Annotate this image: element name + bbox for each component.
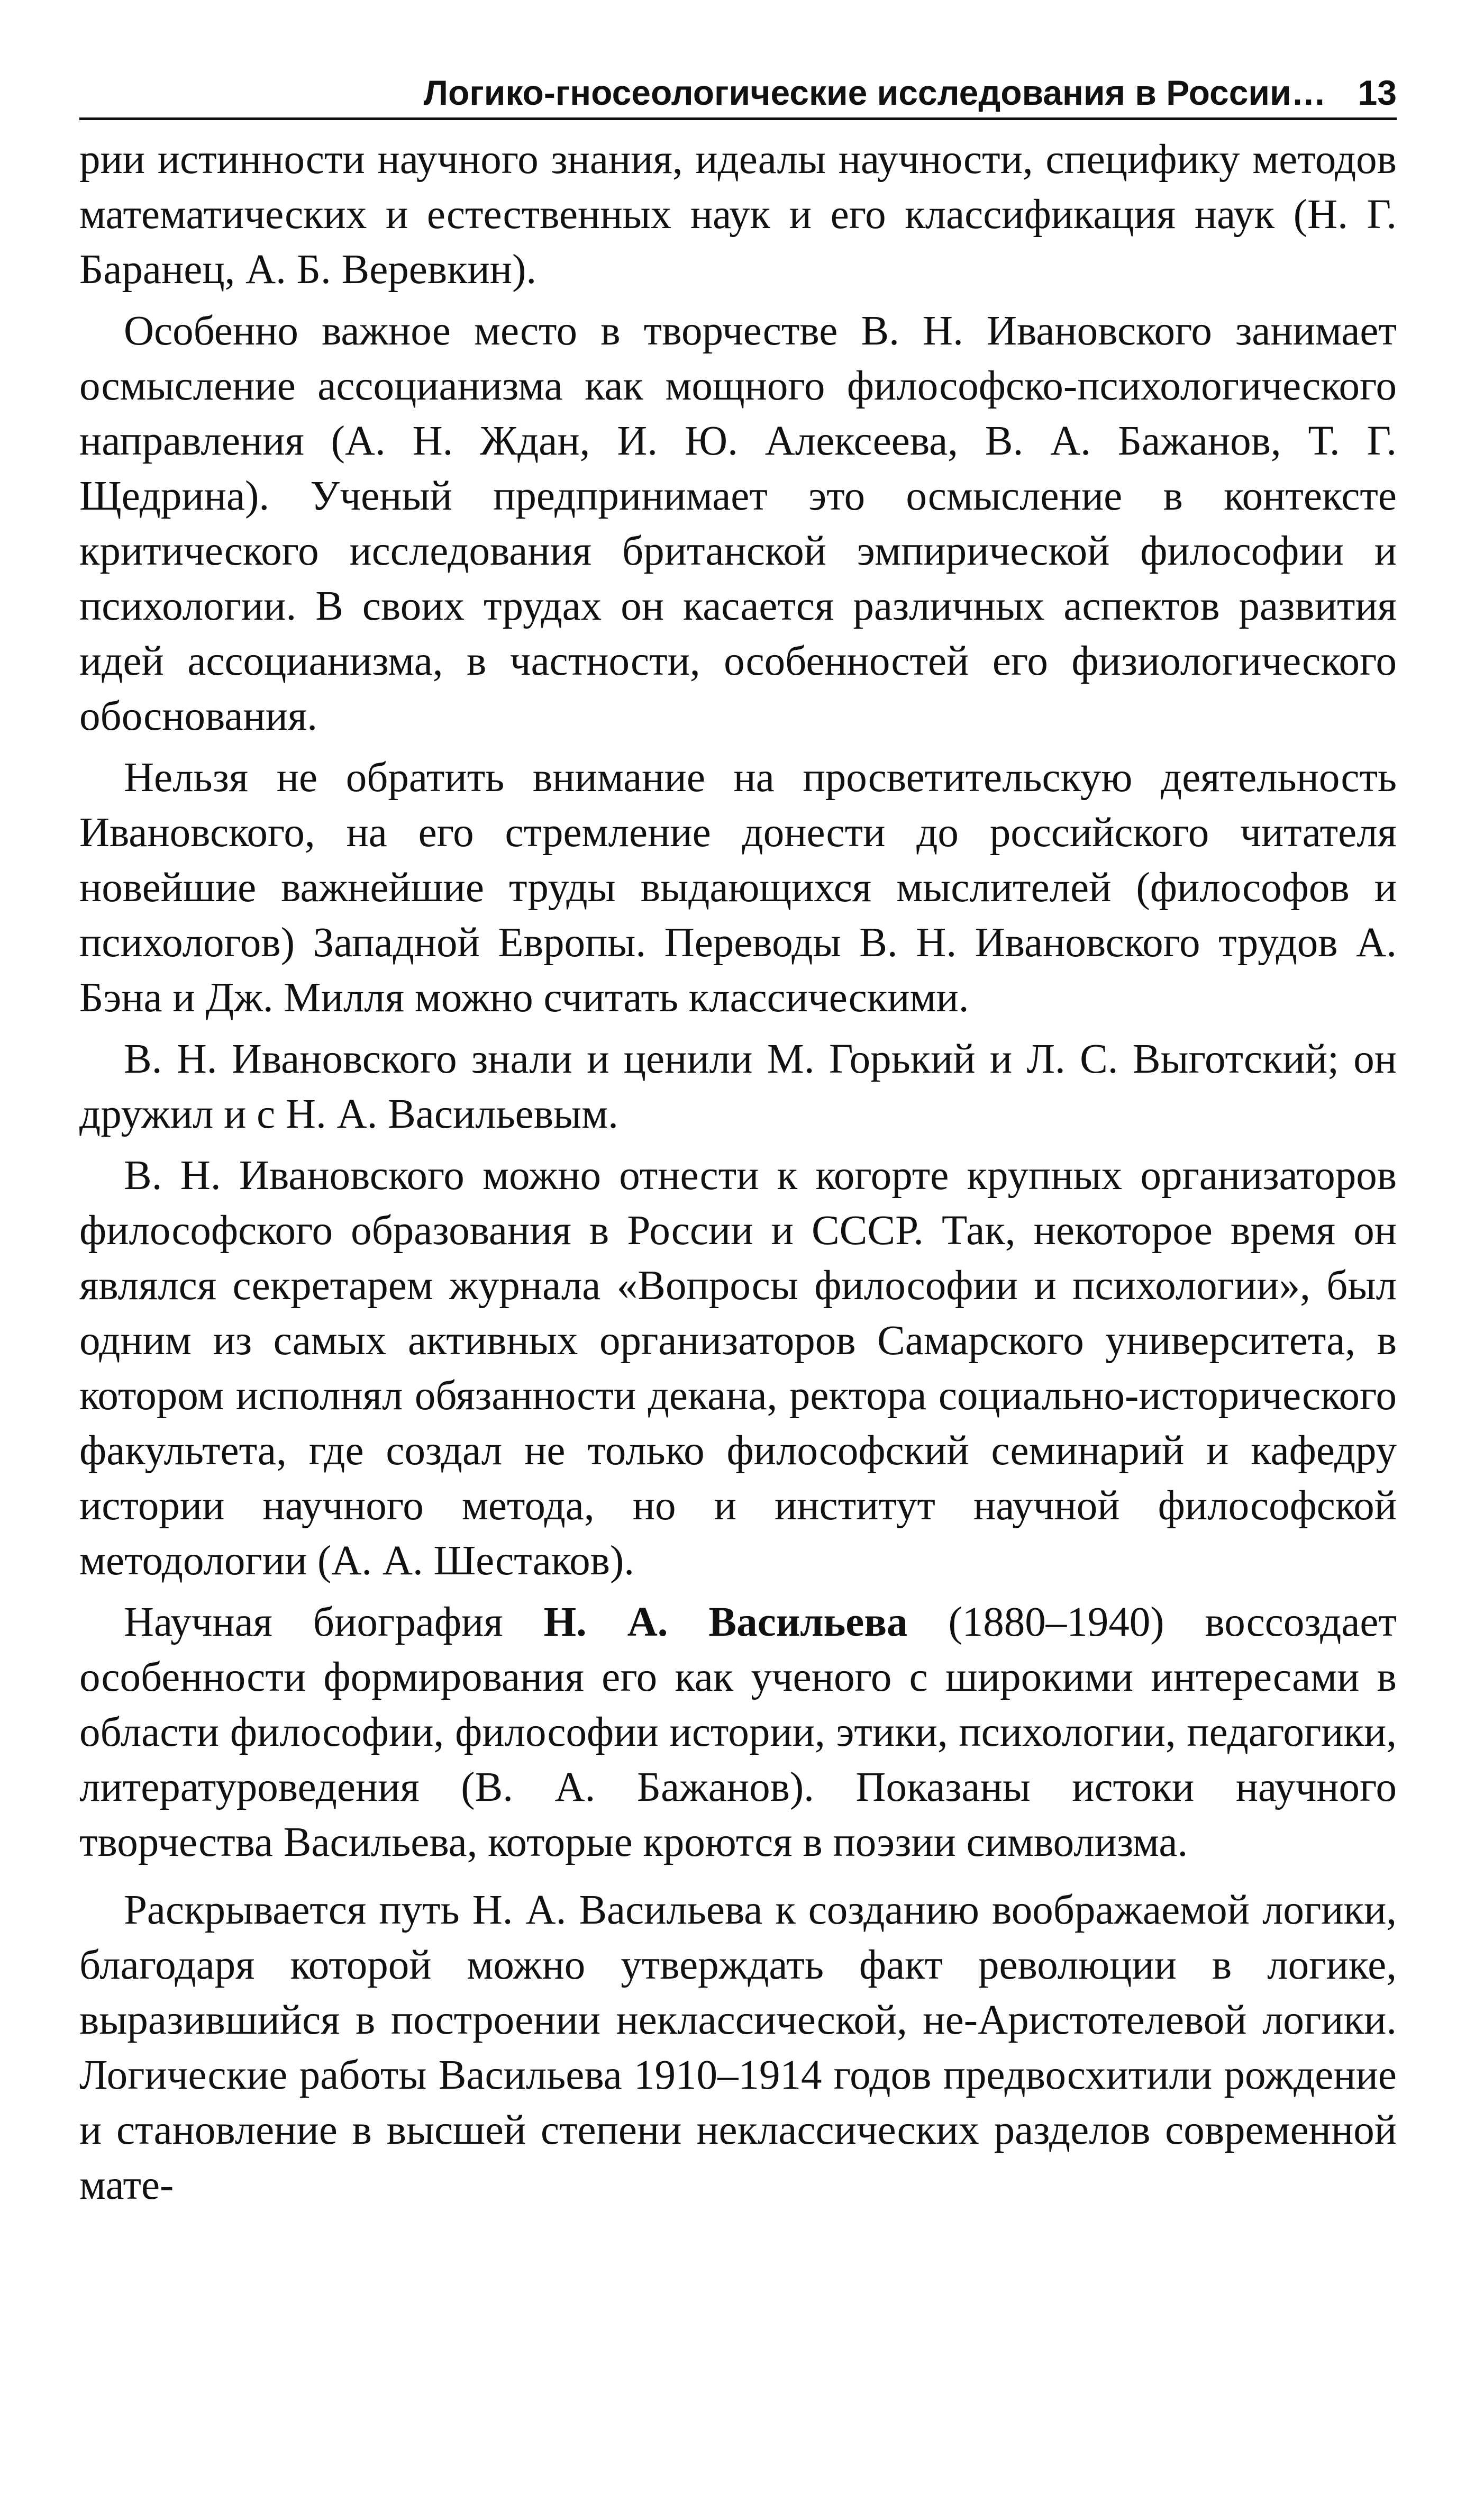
- person-name-bold: Н. А. Васильева: [543, 1599, 908, 1645]
- paragraph-6-lead: Научная биография: [124, 1599, 544, 1645]
- book-page: [79, 0, 1397, 2502]
- header-rule: [79, 117, 1397, 120]
- paragraph-6-rest: (1880–1940) воссоздает особенности формирования его как ученого с широкими интересами в области философии, философии истории, этики, психологии, педагогики, литературоведения (В. А. Бажанов). Показаны истоки научного творчества Васильева, которые кроются в поэзии символизма.: [79, 1599, 1397, 1865]
- paragraph-5: В. Н. Ивановского можно отнести к когорте крупных организаторов философского образования в России и СССР. Так, некоторое время он являлся секретарем журнала «Вопросы философии и психологии», был одним из самых активных организаторов Самарского университета, в котором исполнял обязанности декана, ректора социально-исторического факультета, где создал не только философский семинарий и кафедру истории научного метода, но и институт научной философской методологии (А. А. Шестаков).: [79, 1153, 1397, 1584]
- paragraph-1: рии истинности научного знания, идеалы научности, специфику методов математических и естественных наук и его классификация наук (Н. Г. Баранец, А. Б. Веревкин).: [79, 137, 1397, 293]
- body-text: [79, 132, 1397, 2219]
- paragraph-3: Нельзя не обратить внимание на просветительскую деятельность Ивановского, на его стремление донести до российского читателя новейшие важнейшие труды выдающихся мыслителей (философов и психологов) Западной Европы. Переводы В. Н. Ивановского трудов А. Бэна и Дж. Милля можно считать классическими.: [79, 755, 1397, 1021]
- page-number: 13: [1358, 73, 1397, 112]
- paragraph-7: Раскрывается путь Н. А. Васильева к созданию воображаемой логики, благодаря которой можно утверждать факт революции в логике, выразившийся в построении неклассической, не-Аристотелевой логики. Логические работы Васильева 1910–1914 годов предвосхитили рождение и становление в высшей степени неклассических разделов современной мате-: [79, 1887, 1397, 2208]
- paragraph-6: [79, 1595, 1397, 1870]
- paragraph-4: В. Н. Ивановского знали и ценили М. Горький и Л. С. Выготский; он дружил и с Н. А. Васильевым.: [79, 1036, 1397, 1137]
- running-header: [79, 64, 1397, 122]
- running-title: Логико-гносеологические исследования в России…: [423, 73, 1326, 112]
- paragraph-2: Особенно важное место в творчестве В. Н. Ивановского занимает осмысление ассоцианизма как мощного философско-психологического направления (А. Н. Ждан, И. Ю. Алексеева, В. А. Бажанов, Т. Г. Щедрина). Ученый предпринимает это осмысление в контексте критического исследования британской эмпирической философии и психологии. В своих трудах он касается различных аспектов развития идей ассоцианизма, в частности, особенностей его физиологического обоснования.: [79, 308, 1397, 739]
